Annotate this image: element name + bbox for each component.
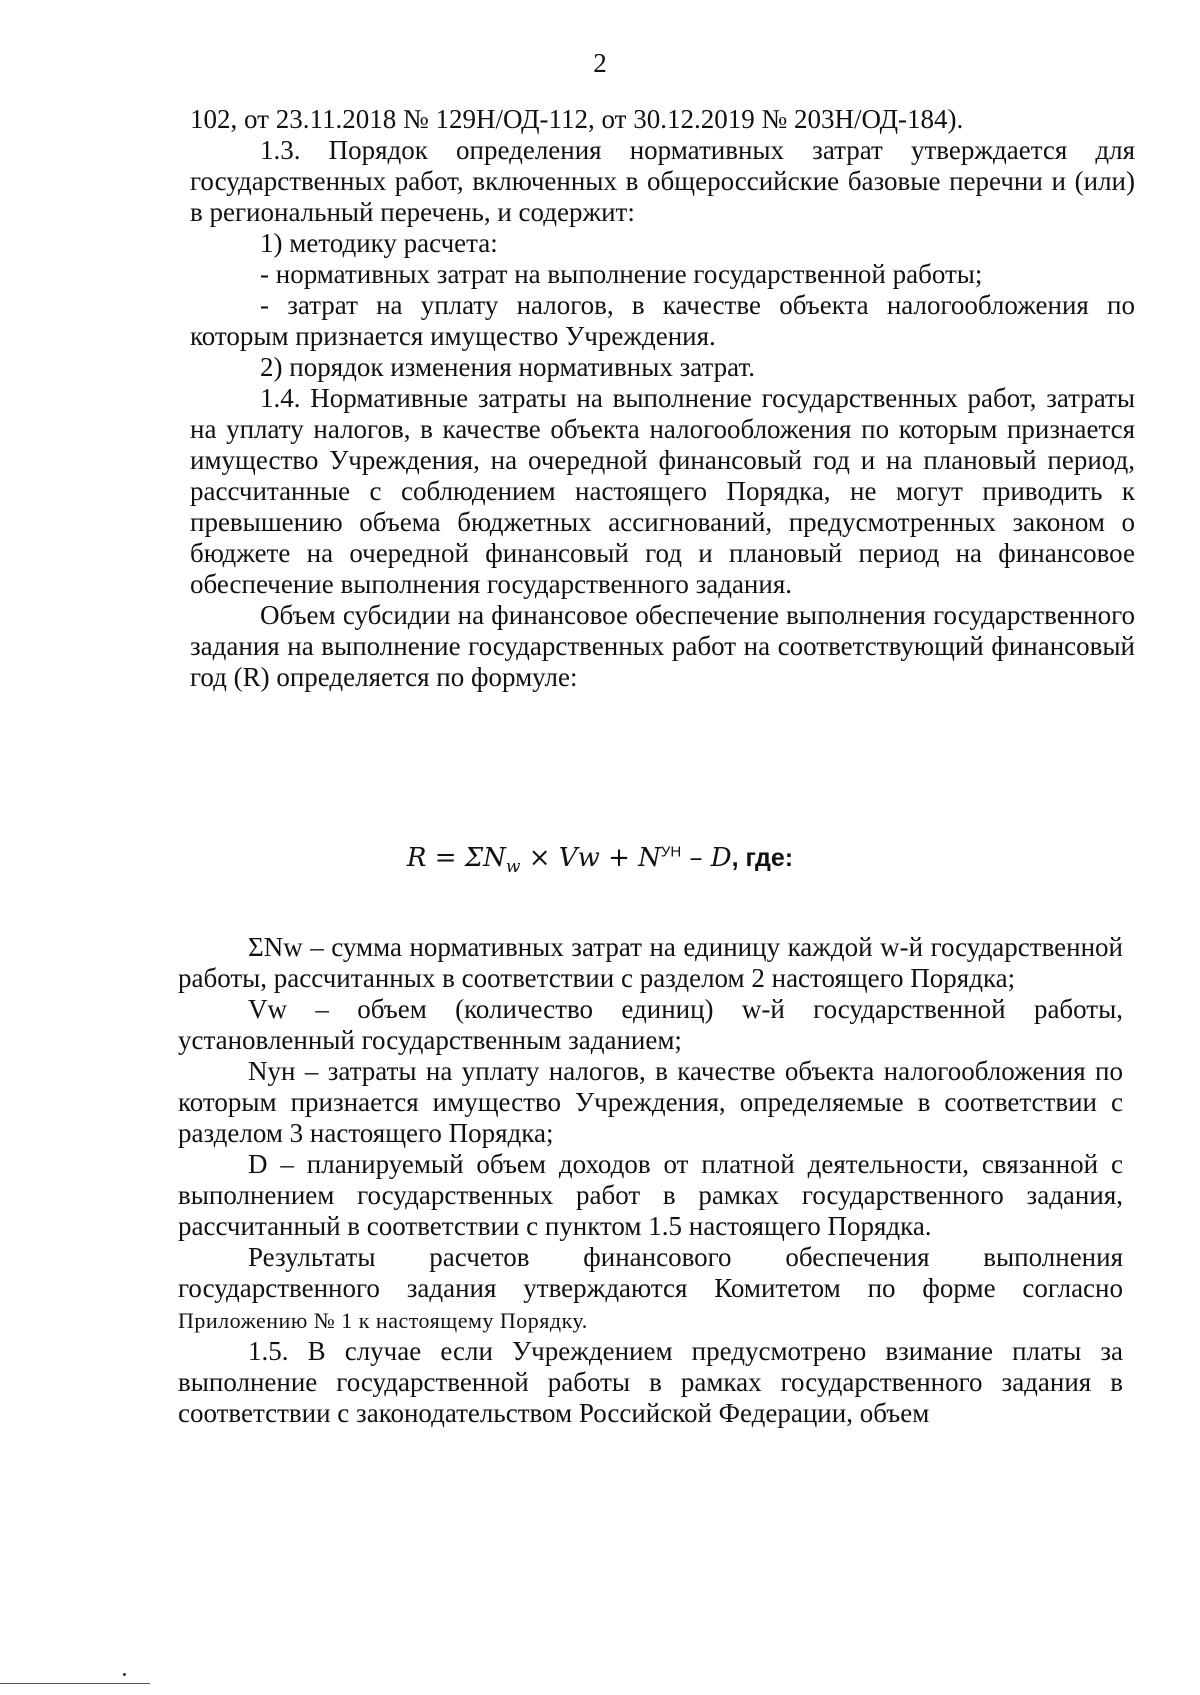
- definition-sum-nw: ΣNw – сумма нормативных затрат на единицу каждой w-й государственной работы, рассчитанных в соответствии с разделом 2 настоящего Порядка;: [178, 932, 1123, 993]
- formula-lhs: R: [406, 843, 427, 873]
- subsidy-formula: [0, 843, 1200, 877]
- paragraph-1-5: 1.5. В случае если Учреждением предусмотрено взимание платы за выполнение государственной работы в рамках государственного задания в соответствии с законодательством Российской Федерации, объем: [178, 1336, 1123, 1428]
- paragraph-subsidy-volume: Объем субсидии на финансовое обеспечение выполнения государственного задания на выполнение государственных работ на соответствующий финансовый год (R) определяется по формуле:: [190, 600, 1135, 692]
- results-text: Результаты расчетов финансового обеспечения выполнения государственного задания утверждаются Комитетом по форме согласно: [178, 1242, 1123, 1303]
- list-subitem-tax-costs: - затрат на уплату налогов, в качестве объекта налогообложения по которым признается имущество Учреждения.: [190, 290, 1135, 351]
- formula-product: × Vw + N: [520, 843, 661, 873]
- definition-nun: Nун – затраты на уплату налогов, в качестве объекта налогообложения по которым признается имущество Учреждения, определяемые в соответствии с разделом 3 настоящего Порядка;: [178, 1056, 1123, 1148]
- page-number: 2: [593, 48, 607, 78]
- paragraph-continuation: 102, от 23.11.2018 № 129Н/ОД-112, от 30.12.2019 № 203Н/ОД-184).: [190, 104, 964, 134]
- formula-equals: =: [426, 843, 465, 873]
- definition-vw: Vw – объем (количество единиц) w-й государственной работы, установленный государственным заданием;: [178, 994, 1123, 1055]
- formula-suffix: , где:: [731, 844, 794, 872]
- scan-edge-line: [0, 1683, 150, 1684]
- formula-minus-d: – D: [681, 843, 732, 873]
- definition-d: D – планируемый объем доходов от платной деятельности, связанной с выполнением государственных работ в рамках государственного задания, рассчитанный в соответствии с пунктом 1.5 настоящего Порядка.: [178, 1149, 1123, 1241]
- scan-speck: [123, 1673, 126, 1676]
- formula-sum-subscript: w: [505, 857, 521, 878]
- appendix-reference: Приложению № 1 к настоящему Порядку.: [178, 1308, 588, 1333]
- formula-sum: ΣN: [464, 843, 506, 873]
- paragraph-1-4: 1.4. Нормативные затраты на выполнение государственных работ, затраты на уплату налогов, в качестве объекта налогообложения по которым признается имущество Учреждения, на очередной финансовый год и на плановый период, рассчитанные с соблюдением настоящего Порядка, не могут приводить к превышению объема бюджетных ассигнований, предусмотренных законом о бюджете на очередной финансовый год и плановый период на финансовое обеспечение выполнения государственного задания.: [190, 383, 1135, 599]
- upper-text-block: [190, 104, 1135, 693]
- formula-superscript: УН: [660, 843, 682, 861]
- lower-text-block: [178, 932, 1123, 1429]
- paragraph-results: [178, 1242, 1123, 1336]
- list-item-methodology: 1) методику расчета:: [260, 228, 498, 258]
- list-subitem-normative-costs: - нормативных затрат на выполнение государственной работы;: [260, 259, 983, 289]
- paragraph-1-3: 1.3. Порядок определения нормативных затрат утверждается для государственных работ, включенных в общероссийские базовые перечни и (или) в региональный перечень, и содержит:: [190, 135, 1135, 227]
- list-item-change-procedure: 2) порядок изменения нормативных затрат.: [260, 352, 755, 382]
